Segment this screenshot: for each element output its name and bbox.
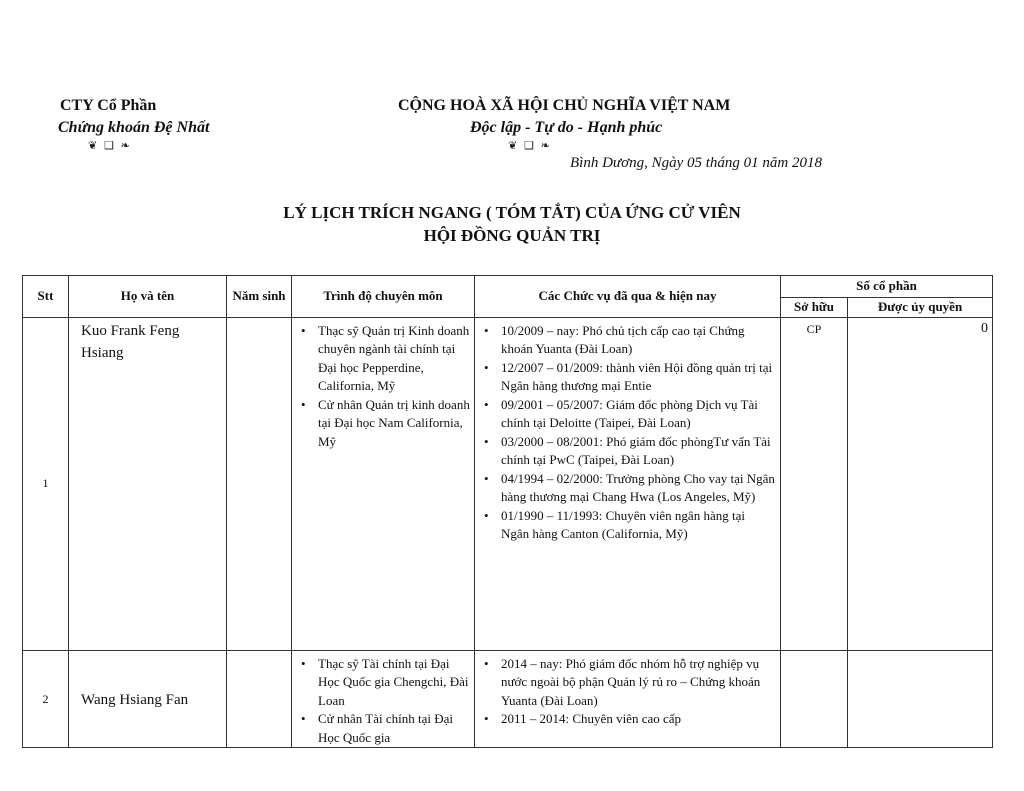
shares-authorized: 0 xyxy=(848,317,993,650)
qualification-item: • Cử nhân Quản trị kinh doanh tại Đại học Nam California, Mỹ xyxy=(292,396,470,452)
candidate-name: Wang Hsiang Fan xyxy=(69,650,227,748)
qualification-item: • Cử nhân Tài chính tại Đại Học Quốc gia xyxy=(292,710,470,747)
header-name: Họ và tên xyxy=(69,276,227,318)
ornament-divider-right: ❦ ❑ ❧ xyxy=(508,140,552,152)
position-item: • 2014 – nay: Phó giám đốc nhóm hỗ trợ nghiệp vụ nước ngoài bộ phận Quản lý rủ ro – Chứng khoán Yuanta (Đài Loan) xyxy=(475,655,776,711)
qualification-item: • Thạc sỹ Quản trị Kinh doanh chuyên ngành tài chính tại Đại học Pepperdine, California, Mỹ xyxy=(292,322,470,396)
document-subtitle: HỘI ĐỒNG QUẢN TRỊ xyxy=(423,226,601,245)
company-subtitle: Chứng khoán Đệ Nhất xyxy=(58,119,210,136)
table-row xyxy=(23,650,993,748)
row-stt: 1 xyxy=(23,317,69,650)
position-item: • 09/2001 – 05/2007: Giám đốc phòng Dịch vụ Tài chính tại Deloitte (Taipei, Đài Loan) xyxy=(475,396,776,433)
header-authorized: Được ủy quyền xyxy=(848,298,993,318)
national-title: CỘNG HOÀ XÃ HỘI CHỦ NGHĨA VIỆT NAM xyxy=(398,97,731,114)
birth-year xyxy=(227,317,292,650)
document-title: LÝ LỊCH TRÍCH NGANG ( TÓM TẮT) CỦA ỨNG CỬ VIÊN xyxy=(283,203,741,222)
birth-year xyxy=(227,650,292,748)
company-name: CTY Cổ Phần xyxy=(60,97,157,114)
date-line: Bình Dương, Ngày 05 tháng 01 năm 2018 xyxy=(570,155,823,171)
candidate-name: Kuo Frank Feng Hsiang xyxy=(69,317,227,650)
header-stt: Stt xyxy=(23,276,69,318)
ornament-divider-left: ❦ ❑ ❧ xyxy=(88,140,132,152)
position-item: • 10/2009 – nay: Phó chủ tịch cấp cao tại Chứng khoán Yuanta (Đài Loan) xyxy=(475,322,776,359)
qualification-cell xyxy=(292,650,475,748)
header-shares: Số cổ phần xyxy=(781,276,993,298)
positions-cell xyxy=(475,650,781,748)
header-positions: Các Chức vụ đã qua & hiện nay xyxy=(475,276,781,318)
qualification-item: • Thạc sỹ Tài chính tại Đại Học Quốc gia Chengchi, Đài Loan xyxy=(292,655,470,711)
positions-cell xyxy=(475,317,781,650)
shares-owned: CP xyxy=(781,317,848,650)
position-item: • 04/1994 – 02/2000: Trưởng phòng Cho vay tại Ngân hàng thương mại Chang Hwa (Los Angeles, Mỹ) xyxy=(475,470,776,507)
position-item: • 12/2007 – 01/2009: thành viên Hội đồng quản trị tại Ngân hàng thương mại Entie xyxy=(475,359,776,396)
table-header-row xyxy=(23,276,993,298)
position-item: • 03/2000 – 08/2001: Phó giám đốc phòngTư vấn Tài chính tại PwC (Taipei, Đài Loan) xyxy=(475,433,776,470)
header-birth-year: Năm sinh xyxy=(227,276,292,318)
header-owned: Sở hữu xyxy=(781,298,848,318)
header-qualification: Trình độ chuyên môn xyxy=(292,276,475,318)
position-item: • 2011 – 2014: Chuyên viên cao cấp xyxy=(475,710,776,729)
table-row xyxy=(23,317,993,650)
row-stt: 2 xyxy=(23,650,69,748)
shares-owned xyxy=(781,650,848,748)
national-motto: Độc lập - Tự do - Hạnh phúc xyxy=(470,119,663,136)
shares-authorized xyxy=(848,650,993,748)
position-item: • 01/1990 – 11/1993: Chuyên viên ngân hàng tại Ngân hàng Canton (California, Mỹ) xyxy=(475,507,776,544)
candidate-table xyxy=(22,275,993,748)
qualification-cell xyxy=(292,317,475,650)
